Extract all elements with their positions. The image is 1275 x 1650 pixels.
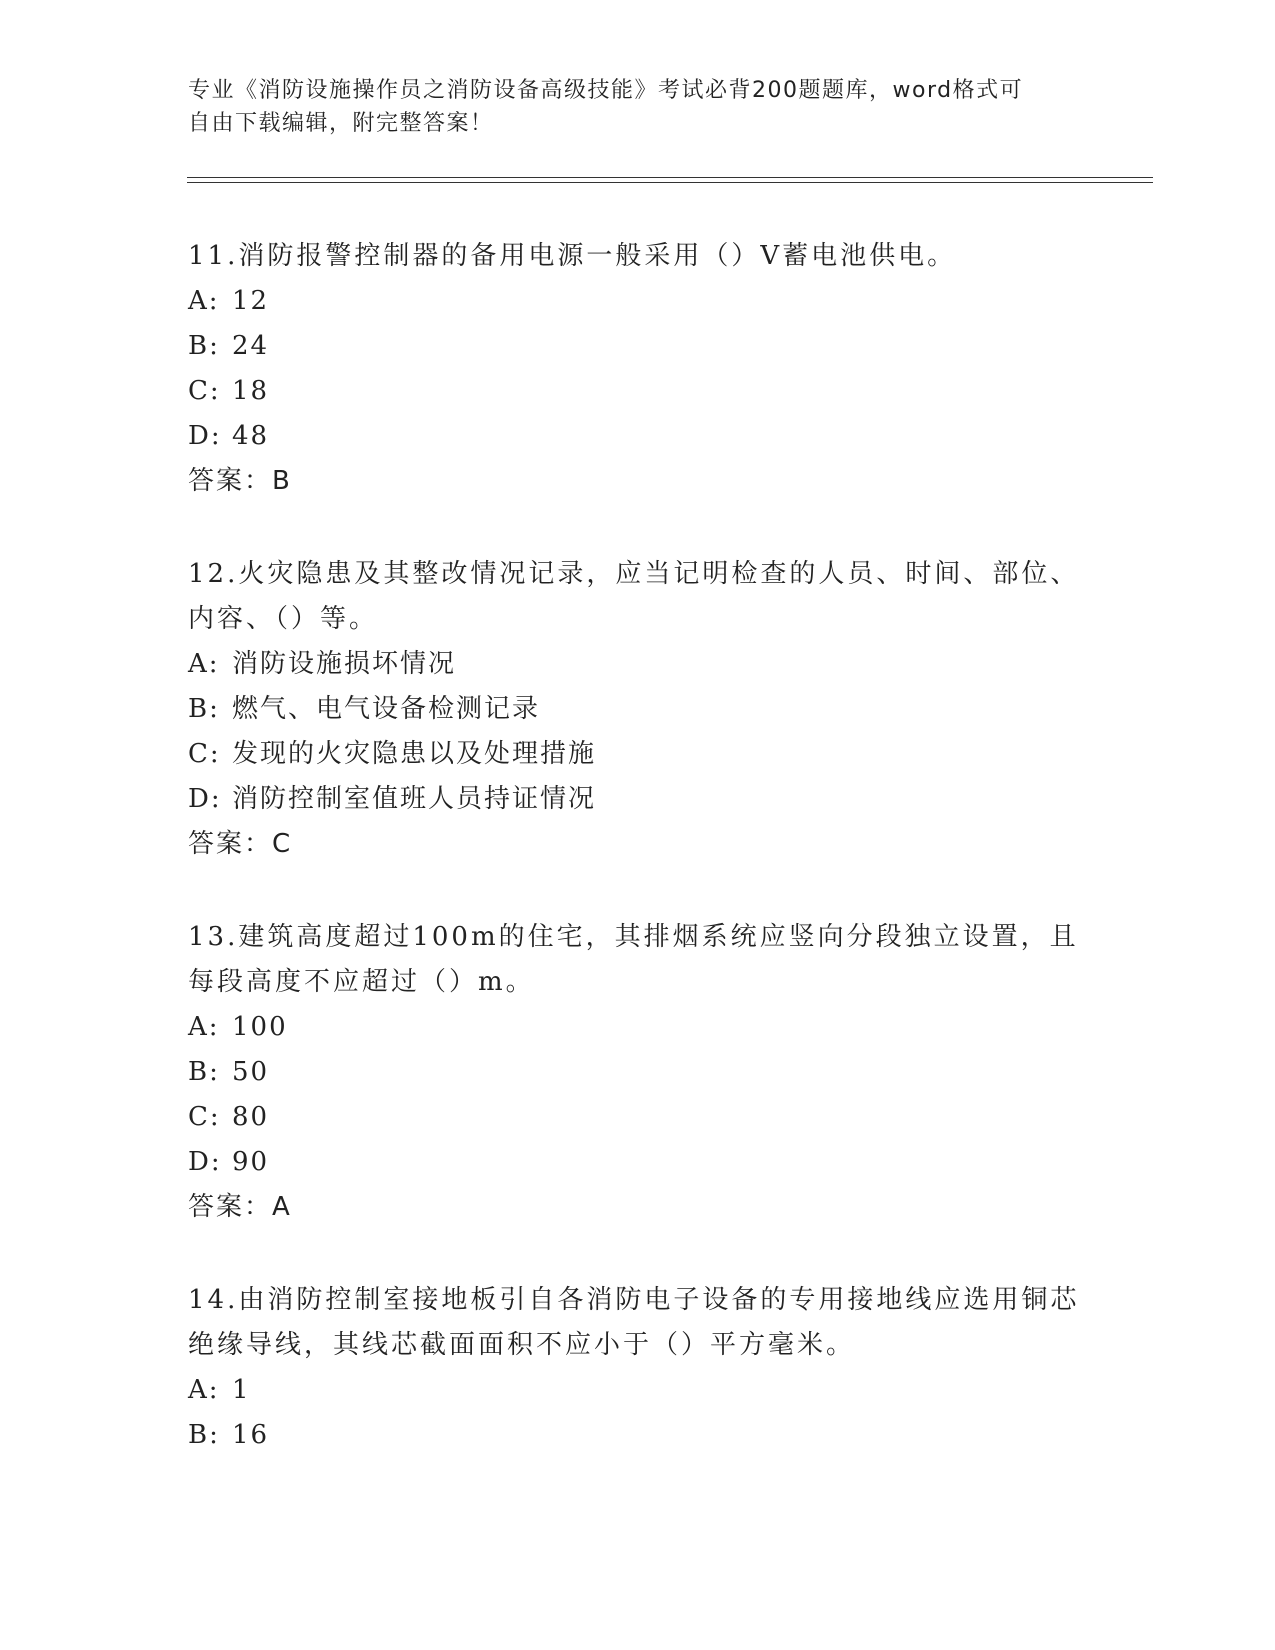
option-text: 发现的火灾隐患以及处理措施 [232, 739, 597, 769]
answer-line: 答案：B [188, 466, 292, 496]
option-b [188, 687, 1088, 732]
option-d [188, 1140, 1088, 1185]
question-stem: 11.消防报警控制器的备用电源一般采用（）V蓄电池供电。 [188, 241, 957, 271]
option-b [188, 324, 1088, 369]
option-b [188, 1050, 1088, 1095]
option-text: 燃气、电气设备检测记录 [232, 694, 541, 724]
answer-line: 答案：C [188, 829, 293, 859]
header-divider-top [187, 177, 1153, 178]
header-line-2: 自由下载编辑，附完整答案！ [188, 111, 494, 136]
option-text: 消防设施损坏情况 [232, 649, 457, 679]
option-letter: C: [188, 376, 221, 406]
document-header [188, 74, 1088, 140]
header-line-1: 专业《消防设施操作员之消防设备高级技能》考试必背200题题库，word格式可 [188, 78, 1024, 103]
option-letter: A: [188, 1012, 220, 1042]
option-text: 12 [232, 286, 270, 316]
question-12 [188, 552, 1088, 867]
option-text: 50 [232, 1057, 270, 1087]
question-list [188, 234, 1088, 1506]
question-stem: 13.建筑高度超过100m的住宅，其排烟系统应竖向分段独立设置，且每段高度不应超过（）m。 [188, 922, 1079, 997]
option-letter: B: [188, 694, 220, 724]
option-text: 48 [232, 421, 270, 451]
option-text: 90 [232, 1147, 270, 1177]
option-letter: D: [188, 784, 222, 814]
header-divider-bottom [187, 182, 1153, 183]
option-letter: A: [188, 649, 220, 679]
answer-line: 答案：A [188, 1192, 292, 1222]
option-text: 1 [232, 1375, 251, 1405]
question-11 [188, 234, 1088, 504]
question-13 [188, 915, 1088, 1230]
option-letter: A: [188, 286, 220, 316]
option-d [188, 414, 1088, 459]
option-c [188, 369, 1088, 414]
question-stem: 14.由消防控制室接地板引自各消防电子设备的专用接地线应选用铜芯绝缘导线，其线芯截面面积不应小于（）平方毫米。 [188, 1285, 1080, 1360]
option-letter: C: [188, 1102, 221, 1132]
question-14 [188, 1278, 1088, 1458]
option-a [188, 642, 1088, 687]
option-letter: C: [188, 739, 221, 769]
question-stem: 12.火灾隐患及其整改情况记录，应当记明检查的人员、时间、部位、内容、（）等。 [188, 559, 1080, 634]
option-letter: B: [188, 1420, 220, 1450]
option-letter: B: [188, 1057, 220, 1087]
option-c [188, 732, 1088, 777]
option-text: 24 [232, 331, 270, 361]
option-a [188, 1368, 1088, 1413]
option-text: 80 [232, 1102, 270, 1132]
option-c [188, 1095, 1088, 1140]
option-text: 消防控制室值班人员持证情况 [232, 784, 597, 814]
option-a [188, 279, 1088, 324]
option-letter: A: [188, 1375, 220, 1405]
option-text: 18 [232, 376, 270, 406]
option-letter: D: [188, 421, 222, 451]
option-d [188, 777, 1088, 822]
option-b [188, 1413, 1088, 1458]
option-text: 100 [232, 1012, 288, 1042]
option-text: 16 [232, 1420, 270, 1450]
option-letter: D: [188, 1147, 222, 1177]
option-letter: B: [188, 331, 220, 361]
option-a [188, 1005, 1088, 1050]
